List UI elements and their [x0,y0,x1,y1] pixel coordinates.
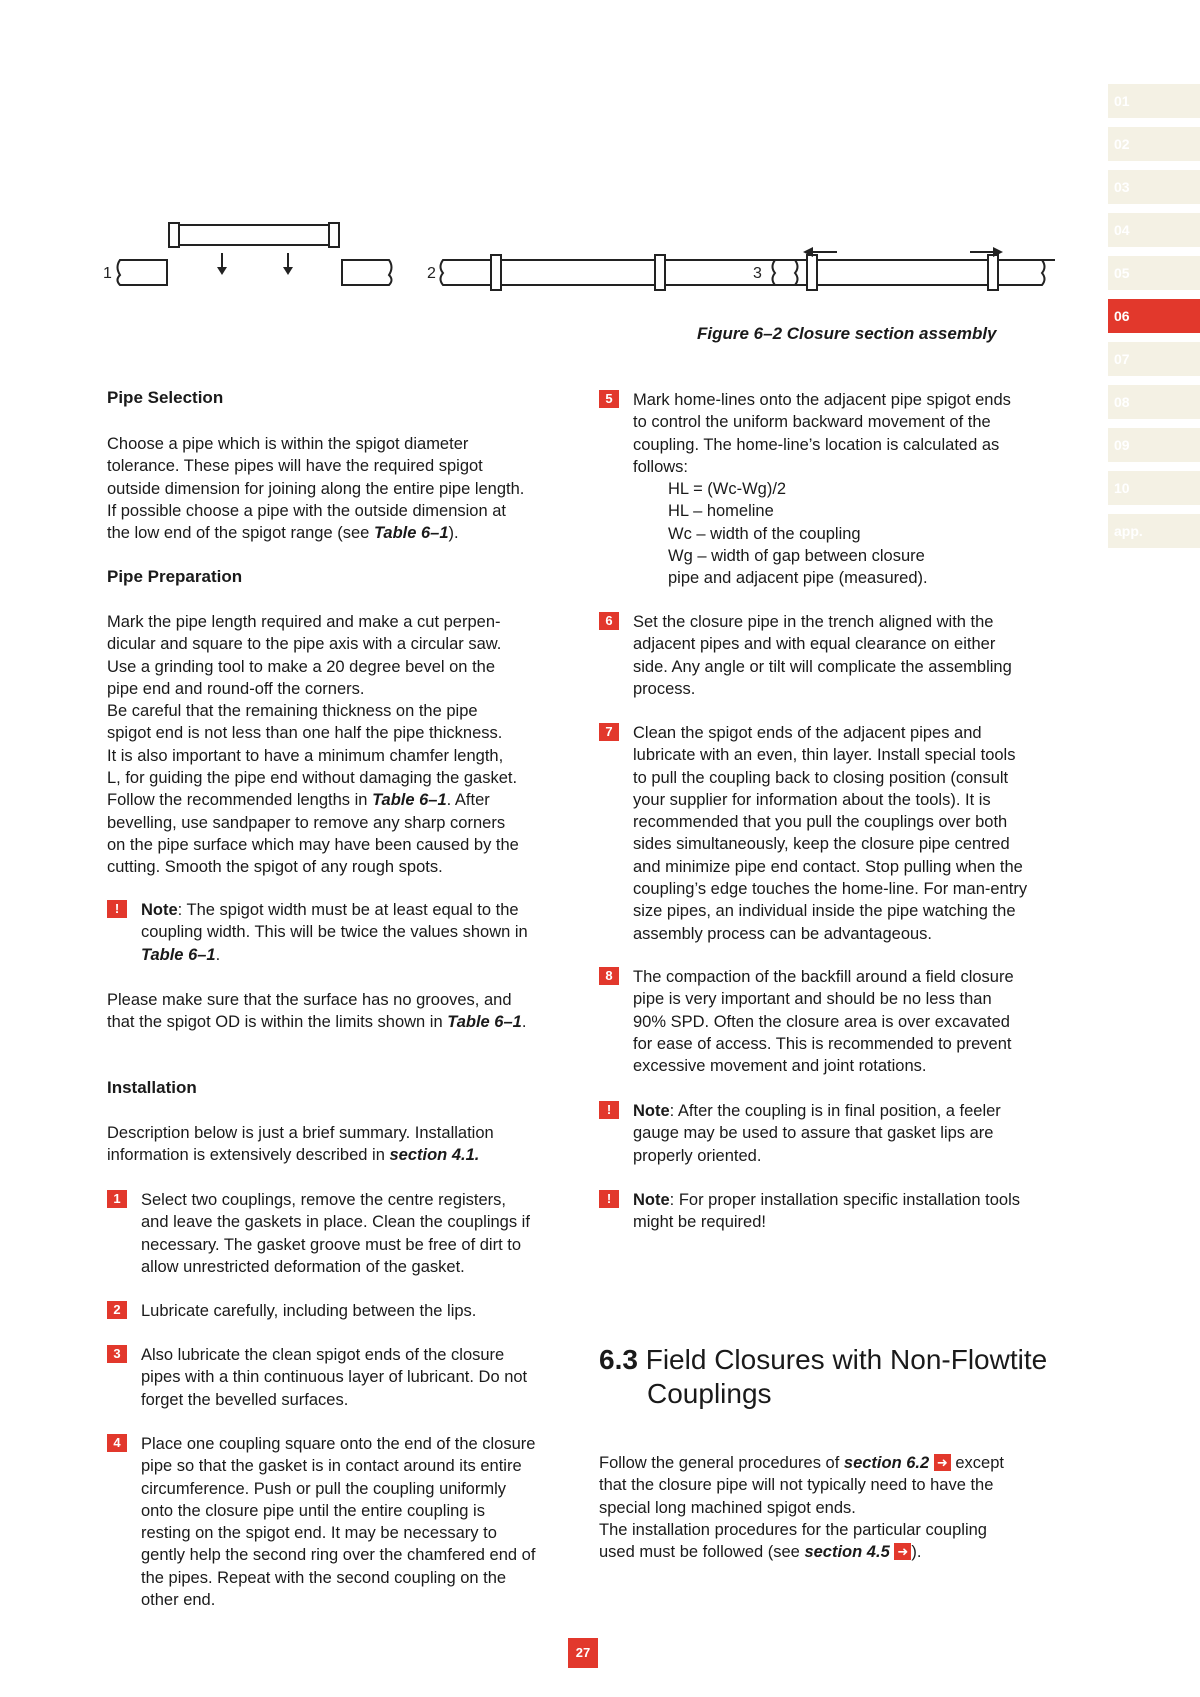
text-line: Description below is just a brief summary. Installation [107,1124,494,1142]
surface-paragraph [107,989,577,1034]
text-line: your supplier for information about the tools). It is [633,790,991,809]
section-heading [599,1343,1047,1411]
warning-icon: ! [599,1101,619,1119]
note-1 [107,899,577,966]
section-title-line: Couplings [647,1378,772,1409]
pipe-selection-heading: Pipe Selection [107,388,224,407]
text-line: The compaction of the backfill around a field closure [633,968,1014,986]
chapter-tab-03[interactable]: 03 [1108,170,1200,204]
formula-line: HL = (Wc-Wg)/2 [668,480,787,499]
step-3 [107,1344,577,1411]
text-line: recommended that you pull the couplings over both [633,813,1008,832]
chapter-tab-04[interactable]: 04 [1108,213,1200,247]
chapter-tab-05[interactable]: 05 [1108,256,1200,290]
text-line: pipes with a thin continuous layer of lubricant. Do not [141,1368,528,1387]
step-6 [599,611,1064,700]
text-line: outside dimension for joining along the entire pipe length. [107,479,525,498]
chapter-tab-06[interactable]: 06 [1108,299,1200,333]
chapter-tab-07[interactable]: 07 [1108,342,1200,376]
pipe-selection-text [107,433,577,544]
text-line: Please make sure that the surface has no grooves, and [107,991,512,1009]
step-5 [599,389,1064,590]
text-line: sides simultaneously, keep the closure pipe centred [633,835,1010,854]
text-line: L, for guiding the pipe end without damaging the gasket. [107,769,518,788]
text-line: onto the closure pipe until the entire coupling is [141,1501,485,1520]
text-line: necessary. The gasket groove must be free of dirt to [141,1235,521,1254]
text-line: and leave the gaskets in place. Clean the couplings if [141,1213,530,1232]
step-2 [107,1300,577,1322]
step-number: 4 [107,1434,127,1452]
text-line: size pipes, an individual inside the pipe watching the [633,902,1016,921]
step-number: 3 [107,1345,127,1363]
text-line: assembly process can be advantageous. [633,924,933,943]
link-arrow-icon[interactable]: ➜ [894,1543,911,1560]
formula-line: HL – homeline [668,502,774,521]
chapter-tab-02[interactable]: 02 [1108,127,1200,161]
text-line: information is extensively described in section 4.1. [107,1146,480,1165]
text-line: on the pipe surface which may have been caused by the [107,835,519,854]
text-line: gently help the second ring over the chamfered end of [141,1546,536,1565]
text-line: It is also important to have a minimum chamfer length, [107,746,504,765]
chapter-tab-09[interactable]: 09 [1108,428,1200,462]
text-line: bevelling, use sandpaper to remove any sharp corners [107,813,506,832]
text-line: Follow the recommended lengths in Table 6–1. After [107,791,490,810]
step-number: 6 [599,612,619,630]
text-line: to pull the coupling back to closing position (consult [633,768,1009,787]
text-line: and minimize pipe end contact. Stop pulling when the [633,857,1023,876]
text-line: Lubricate carefully, including between the lips. [141,1302,477,1320]
pipe-preparation-heading: Pipe Preparation [107,567,243,586]
text-line: pipe is very important and should be no less than [633,990,992,1009]
step-number: 2 [107,1301,127,1319]
chapter-tab-10[interactable]: 10 [1108,471,1200,505]
warning-icon: ! [599,1190,619,1208]
text-line: Be careful that the remaining thickness on the pipe [107,702,478,721]
installation-intro [107,1122,577,1167]
figure-label-1: 1 [103,265,112,282]
text-line: Note: For proper installation specific installation tools [633,1191,1021,1209]
text-line: that the spigot OD is within the limits shown in Table 6–1. [107,1013,527,1032]
text-line: might be required! [633,1213,766,1232]
text-line: follows: [633,457,689,476]
figure-label-2: 2 [427,265,436,282]
text-line: If possible choose a pipe with the outside dimension at [107,501,506,520]
text-line: Place one coupling square onto the end of the closure [141,1435,536,1453]
text-line: Clean the spigot ends of the adjacent pipes and [633,724,982,742]
text-line: Note: The spigot width must be at least equal to the [141,901,519,919]
text-line: excessive movement and joint rotations. [633,1057,927,1076]
closure-assembly-figure [95,215,1055,295]
formula-line: pipe and adjacent pipe (measured). [668,569,928,588]
text-line: Mark the pipe length required and make a cut perpen- [107,613,501,631]
text-line: that the closure pipe will not typically need to have the [599,1476,994,1495]
text-line: Follow the general procedures of section 6.2 ➜ except [599,1454,1004,1472]
formula-line: Wg – width of gap between closure [668,547,925,566]
section-reference: section 4.1. [389,1146,480,1165]
text-line: properly oriented. [633,1146,762,1165]
text-line: tolerance. These pipes will have the required spigot [107,457,483,476]
step-number: 5 [599,390,619,408]
text-line: pipe so that the gasket is in contact around its entire [141,1457,522,1476]
chapter-tab-app[interactable]: app. [1108,514,1200,548]
text-line: adjacent pipes and with equal clearance on either [633,635,996,654]
text-line: for ease of access. This is recommended to prevent [633,1034,1012,1053]
step-number: 7 [599,723,619,741]
text-line: pipe end and round-off the corners. [107,679,365,698]
page-number: 27 [568,1638,598,1668]
text-line: cutting. Smooth the spigot of any rough spots. [107,858,443,877]
text-line: allow unrestricted deformation of the gasket. [141,1257,465,1276]
text-line: Use a grinding tool to make a 20 degree bevel on the [107,657,496,676]
text-line: other end. [141,1591,216,1610]
text-line: resting on the spigot end. It may be necessary to [141,1524,497,1543]
step-4 [107,1433,577,1611]
left-column [107,388,577,408]
text-line: dicular and square to the pipe axis with a circular saw. [107,635,502,654]
text-line: lubricate with an even, thin layer. Install special tools [633,746,1016,765]
text-line: the pipes. Repeat with the second coupling on the [141,1568,507,1587]
chapter-tab-08[interactable]: 08 [1108,385,1200,419]
step-1 [107,1189,577,1278]
text-line: 90% SPD. Often the closure area is over excavated [633,1012,1010,1031]
pipe-preparation-text [107,611,577,879]
installation-heading: Installation [107,1078,197,1097]
text-line: special long machined spigot ends. [599,1498,856,1517]
text-line: Also lubricate the clean spigot ends of the closure [141,1346,505,1364]
warning-icon: ! [107,900,127,918]
section-reference[interactable]: section 6.2 [843,1454,930,1472]
section-title-line: Field Closures with Non-Flowtite [645,1344,1048,1375]
text-line: the low end of the spigot range (see Table 6–1). [107,524,459,543]
text-line: side. Any angle or tilt will complicate the assembling [633,657,1012,676]
text-line: process. [633,679,696,698]
text-line: Table 6–1. [141,945,221,964]
text-line: used must be followed (see section 4.5 ➜ ). [599,1543,922,1562]
text-line: forget the bevelled surfaces. [141,1390,349,1409]
link-arrow-icon[interactable]: ➜ [934,1454,951,1471]
homeline-formula [599,478,1064,589]
text-line: coupling width. This will be twice the values shown in [141,923,528,942]
text-line: Select two couplings, remove the centre registers, [141,1191,507,1209]
text-line: gauge may be used to assure that gasket lips are [633,1124,994,1143]
text-line: Set the closure pipe in the trench aligned with the [633,613,994,631]
note-3 [599,1189,1064,1234]
text-line: circumference. Push or pull the coupling uniformly [141,1479,507,1498]
text-line: Mark home-lines onto the adjacent pipe spigot ends [633,391,1011,409]
figure-label-3: 3 [753,265,762,282]
step-8 [599,966,1064,1077]
table-reference: Table 6–1 [141,945,216,964]
note-2 [599,1100,1064,1167]
formula-line: Wc – width of the coupling [668,524,861,543]
field-closure-paragraph [599,1452,1079,1563]
table-reference: Table 6–1 [372,791,447,810]
text-line: The installation procedures for the particular coupling [599,1520,987,1539]
step-number: 8 [599,967,619,985]
section-number: 6.3 [599,1344,638,1375]
figure-caption: Figure 6–2 Closure section assembly [697,324,997,343]
text-line: coupling. The home-line’s location is calculated as [633,435,1000,454]
chapter-tabs [1108,84,1200,557]
text-line: coupling’s edge touches the home-line. For man-entry [633,880,1028,899]
step-7 [599,722,1064,945]
section-reference[interactable]: section 4.5 [804,1543,890,1562]
text-line: spigot end is not less than one half the pipe thickness. [107,724,503,743]
step-number: 1 [107,1190,127,1208]
chapter-tab-01[interactable]: 01 [1108,84,1200,118]
table-reference: Table 6–1 [447,1013,522,1032]
text-line: Choose a pipe which is within the spigot diameter [107,435,469,453]
text-line: Note: After the coupling is in final position, a feeler [633,1102,1001,1120]
coupling-shape [169,225,329,245]
table-reference: Table 6–1 [373,524,449,543]
text-line: to control the uniform backward movement of the [633,413,991,432]
